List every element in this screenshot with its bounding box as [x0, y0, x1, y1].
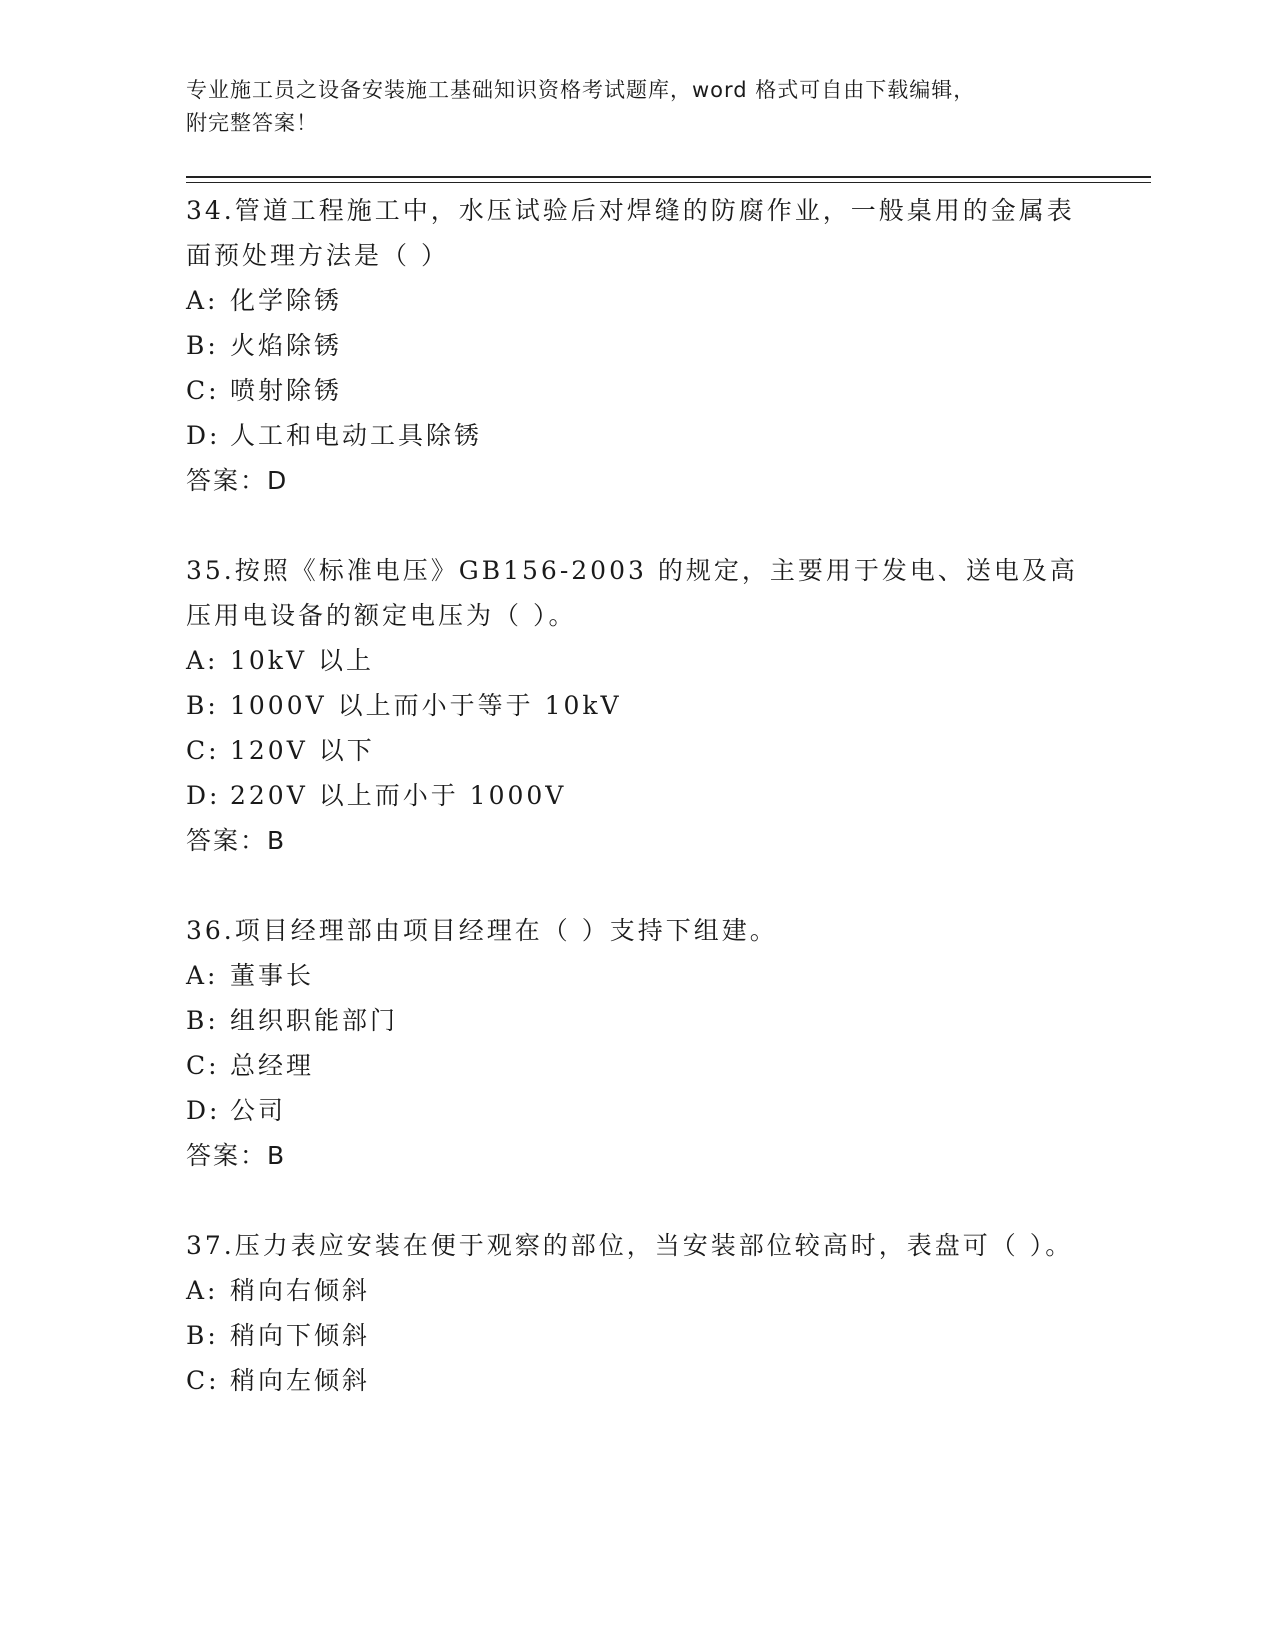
question-text: 35.按照《标准电压》GB156-2003 的规定，主要用于发电、送电及高压用电设备的额定电压为（ ）。	[186, 556, 1078, 630]
option-text: 总经理	[230, 1051, 315, 1080]
option-b	[186, 998, 1086, 1043]
question-text: 34.管道工程施工中，水压试验后对焊缝的防腐作业，一般桌用的金属表面预处理方法是（ ）	[186, 196, 1075, 270]
option-c	[186, 1358, 1086, 1403]
option-text: 喷射除锈	[230, 376, 343, 405]
answer-label: 答案：B	[186, 826, 287, 855]
option-text: 1000V 以上而小于等于 10kV	[230, 691, 622, 720]
option-text: 10kV 以上	[230, 646, 374, 675]
header-line-1: 专业施工员之设备安装施工基础知识资格考试题库，word 格式可自由下载编辑，	[186, 78, 976, 102]
option-c	[186, 368, 1086, 413]
option-a	[186, 638, 1086, 683]
option-key: C:	[186, 736, 220, 765]
option-key: C:	[186, 376, 220, 405]
option-text: 化学除锈	[230, 286, 343, 315]
header-divider-thick	[186, 176, 1151, 178]
question-35	[186, 548, 1086, 863]
option-key: C:	[186, 1366, 220, 1395]
question-36	[186, 908, 1086, 1178]
option-key: A:	[186, 961, 219, 990]
option-text: 公司	[230, 1096, 287, 1125]
question-37	[186, 1223, 1086, 1403]
option-text: 人工和电动工具除锈	[230, 421, 483, 450]
option-text: 董事长	[230, 961, 315, 990]
option-c	[186, 1043, 1086, 1088]
option-key: B:	[186, 1006, 219, 1035]
option-key: A:	[186, 1276, 219, 1305]
question-text: 36.项目经理部由项目经理在（ ）支持下组建。	[186, 916, 778, 945]
answer-label: 答案：D	[186, 466, 289, 495]
document-header	[186, 74, 1086, 140]
question-list	[186, 188, 1086, 1448]
option-key: B:	[186, 1321, 219, 1350]
option-text: 稍向下倾斜	[230, 1321, 371, 1350]
option-a	[186, 278, 1086, 323]
option-b	[186, 683, 1086, 728]
option-key: A:	[186, 286, 219, 315]
option-key: B:	[186, 331, 219, 360]
option-key: D:	[186, 421, 221, 450]
question-34	[186, 188, 1086, 503]
option-key: D:	[186, 781, 221, 810]
option-a	[186, 1268, 1086, 1313]
option-key: A:	[186, 646, 219, 675]
option-text: 火焰除锈	[230, 331, 343, 360]
question-text: 37.压力表应安装在便于观察的部位，当安装部位较高时，表盘可（ ）。	[186, 1231, 1074, 1260]
option-key: C:	[186, 1051, 220, 1080]
option-key: B:	[186, 691, 219, 720]
option-key: D:	[186, 1096, 221, 1125]
header-divider-thin	[186, 182, 1151, 183]
option-d	[186, 1088, 1086, 1133]
option-b	[186, 323, 1086, 368]
option-text: 220V 以上而小于 1000V	[230, 781, 567, 810]
option-text: 组织职能部门	[230, 1006, 399, 1035]
answer-label: 答案：B	[186, 1141, 287, 1170]
option-d	[186, 413, 1086, 458]
option-a	[186, 953, 1086, 998]
option-text: 稍向右倾斜	[230, 1276, 371, 1305]
header-line-2: 附完整答案！	[186, 111, 318, 135]
option-c	[186, 728, 1086, 773]
option-b	[186, 1313, 1086, 1358]
option-text: 稍向左倾斜	[230, 1366, 371, 1395]
option-d	[186, 773, 1086, 818]
option-text: 120V 以下	[230, 736, 375, 765]
